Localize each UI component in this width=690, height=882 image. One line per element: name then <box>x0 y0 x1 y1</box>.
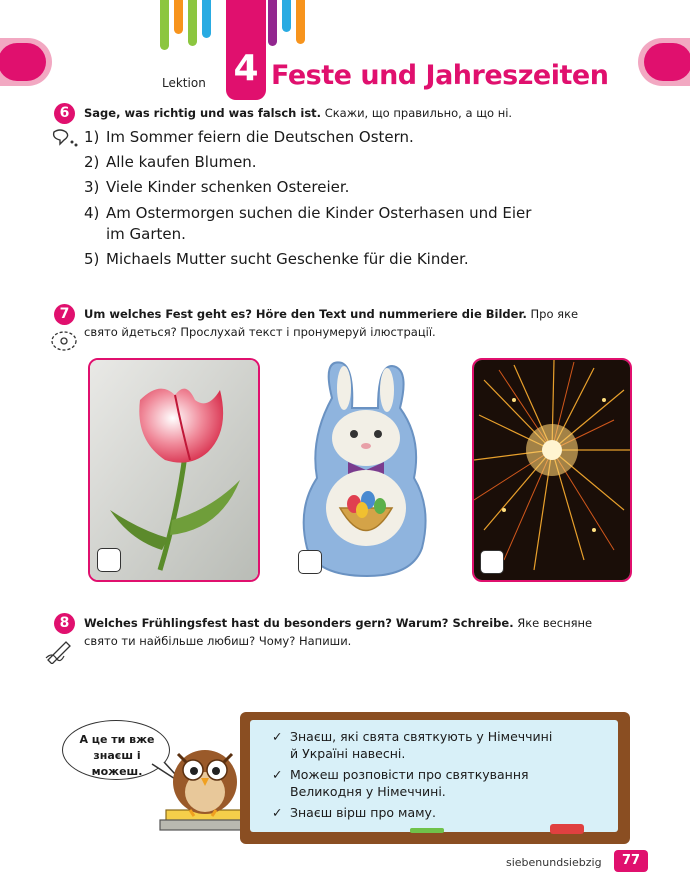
writing-pen-icon <box>44 638 74 664</box>
left-page-tab <box>0 38 52 86</box>
task-7-instruction-uk: свято йдеться? Прослухай текст і пронумеруй ілюстрації. <box>84 325 436 339</box>
easter-bunny-picture <box>292 358 442 580</box>
task-8-number: 8 <box>54 613 75 634</box>
check-icon: ✓ <box>272 729 283 744</box>
header-stripe-green <box>160 0 169 50</box>
page-number-word: siebenundsiebzig <box>506 856 602 869</box>
task-6-item-3: 3) Viele Kinder schenken Ostereier. <box>84 178 350 196</box>
task-6-item-1: 1) Im Sommer feiern die Deutschen Ostern. <box>84 128 414 146</box>
task-6-instruction-uk: Скажи, що правильно, а що ні. <box>324 106 513 120</box>
easter-bunny-image <box>292 358 442 580</box>
task-7-instruction: Um welches Fest geht es? Höre den Text und nummeriere die Bilder. Про яке свято йдеться? Прослухай текст і пронумеруй ілюстрації. <box>84 305 630 341</box>
task-6-instruction <box>84 104 644 122</box>
task-6-number: 6 <box>54 103 75 124</box>
check-icon: ✓ <box>272 805 283 820</box>
task-7-number: 7 <box>54 304 75 325</box>
fireworks-photo <box>472 358 632 582</box>
page-number: 77 <box>614 850 648 872</box>
tulip-image <box>90 360 258 580</box>
owl-with-books <box>150 740 250 832</box>
skills-checklist <box>272 728 612 825</box>
task-8-instruction-de: Welches Frühlingsfest hast du besonders gern? Warum? Schreibe. <box>84 616 514 630</box>
task-6-item-2: 2) Alle kaufen Blumen. <box>84 153 257 171</box>
header-stripe-blue <box>202 0 211 38</box>
checklist-item: ✓ Знаєш, які свята святкують у Німеччині й Україні навесні. <box>272 729 553 761</box>
checklist-item: ✓ Знаєш вірш про маму. <box>272 805 436 820</box>
audio-cd-icon <box>50 330 78 352</box>
header-stripe-orange-2 <box>296 0 305 44</box>
speaking-icon <box>50 128 80 150</box>
check-icon: ✓ <box>272 767 283 782</box>
speech-bubble-text: А це ти вже знаєш і можеш. <box>79 733 155 778</box>
right-page-tab <box>638 38 690 86</box>
chapter-title: Feste und Jahreszeiten <box>271 60 609 91</box>
task-6-instruction-de: Sage, was richtig und was falsch ist. <box>84 106 322 120</box>
bunny-number-box[interactable] <box>298 550 322 574</box>
header-stripe-orange <box>174 0 183 34</box>
header-stripe-green-2 <box>188 0 197 46</box>
task-8-instruction-uk: свято ти найбільше любиш? Чому? Напиши. <box>84 634 352 648</box>
chalk-and-eraser-icon <box>410 822 600 836</box>
lektion-label: Lektion <box>162 76 206 90</box>
lektion-number: 4 <box>233 48 259 89</box>
checklist-item: ✓ Можеш розповісти про святкування Великодня у Німеччині. <box>272 767 529 799</box>
fireworks-number-box[interactable] <box>480 550 504 574</box>
task-6-item-4: 4) Am Ostermorgen suchen die Kinder Osterhasen und Eier im Garten. <box>84 204 532 243</box>
task-7-instruction-de: Um welches Fest geht es? Höre den Text und nummeriere die Bilder. <box>84 307 527 321</box>
task-6-item-5: 5) Michaels Mutter sucht Geschenke für die Kinder. <box>84 250 469 268</box>
fireworks-image <box>474 360 630 580</box>
header-stripe-purple <box>268 0 277 46</box>
header-stripe-blue-2 <box>282 0 291 32</box>
tulip-number-box[interactable] <box>97 548 121 572</box>
task-8-instruction: Welches Frühlingsfest hast du besonders gern? Warum? Schreibe. Яке весняне свято ти найбільше любиш? Чому? Напиши. <box>84 614 630 650</box>
